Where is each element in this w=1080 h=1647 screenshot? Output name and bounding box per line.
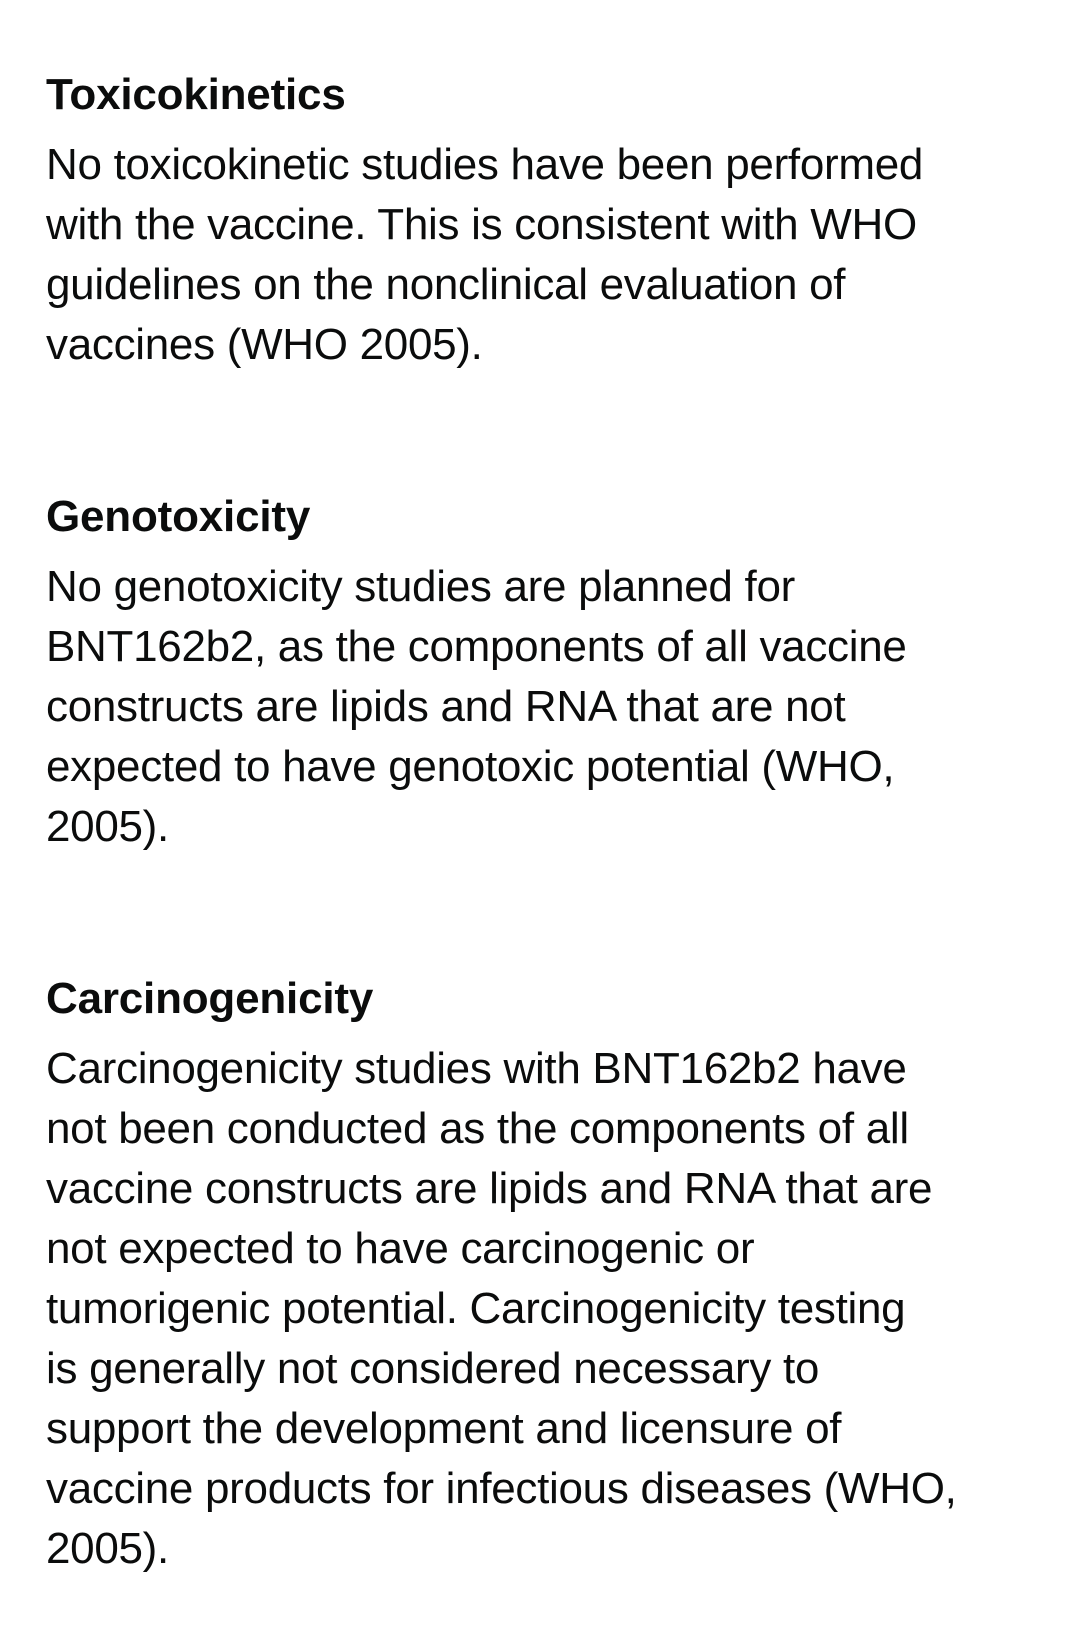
text-line: 2005).	[46, 1524, 169, 1573]
text-line: No genotoxicity studies are planned for	[46, 562, 795, 611]
text-line: guidelines on the nonclinical evaluation of	[46, 260, 846, 309]
section-heading-toxicokinetics: Toxicokinetics	[46, 70, 346, 119]
section-toxicokinetics	[46, 65, 1046, 375]
text-line: constructs are lipids and RNA that are not	[46, 682, 846, 731]
section-body-toxicokinetics	[46, 135, 1046, 375]
section-body-genotoxicity	[46, 557, 1046, 857]
text-line: is generally not considered necessary to	[46, 1344, 820, 1393]
text-line: BNT162b2, as the components of all vaccine	[46, 622, 907, 671]
section-heading-genotoxicity: Genotoxicity	[46, 492, 311, 541]
section-genotoxicity	[46, 487, 1046, 857]
text-line: vaccine constructs are lipids and RNA that are	[46, 1164, 933, 1213]
text-line: vaccines (WHO 2005).	[46, 320, 483, 369]
text-line: expected to have genotoxic potential (WHO,	[46, 742, 895, 791]
text-line: with the vaccine. This is consistent with WHO	[46, 200, 917, 249]
text-line: vaccine products for infectious diseases (WHO,	[46, 1464, 957, 1513]
text-line: not been conducted as the components of all	[46, 1104, 909, 1153]
text-line: tumorigenic potential. Carcinogenicity testing	[46, 1284, 906, 1333]
text-line: Carcinogenicity studies with BNT162b2 have	[46, 1044, 907, 1093]
section-heading-carcinogenicity: Carcinogenicity	[46, 974, 374, 1023]
text-line: support the development and licensure of	[46, 1404, 842, 1453]
section-body-carcinogenicity	[46, 1039, 1046, 1579]
text-line: 2005).	[46, 802, 169, 851]
text-line: No toxicokinetic studies have been performed	[46, 140, 924, 189]
section-carcinogenicity	[46, 969, 1046, 1579]
text-line: not expected to have carcinogenic or	[46, 1224, 755, 1273]
